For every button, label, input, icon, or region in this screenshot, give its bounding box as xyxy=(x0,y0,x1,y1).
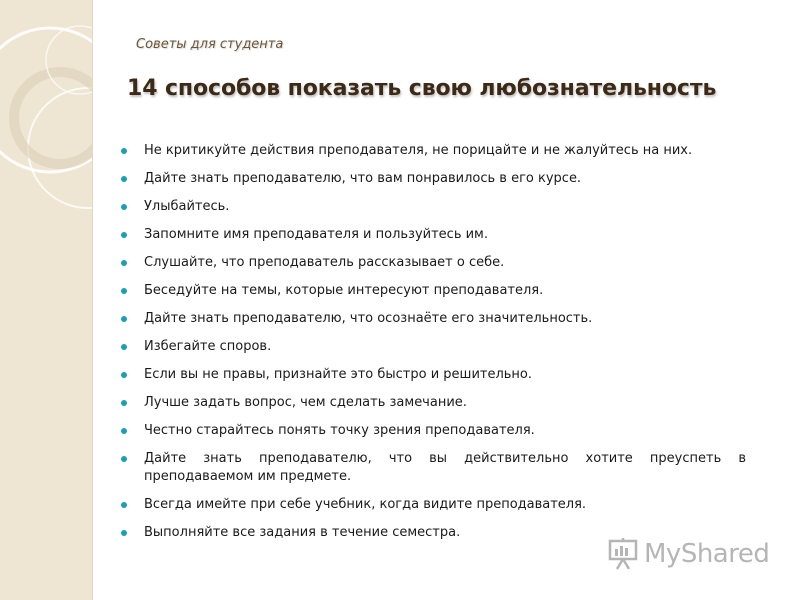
bullet-icon xyxy=(121,148,127,154)
bullet-icon xyxy=(121,502,127,508)
tip-text: Беседуйте на темы, которые интересуют преподавателя. xyxy=(144,283,544,298)
tip-item xyxy=(120,226,746,244)
watermark-text: MyShared xyxy=(644,539,770,569)
tip-item xyxy=(120,338,746,356)
tip-text: Дайте знать преподавателю, что осознаёте его значительность. xyxy=(144,311,593,326)
tip-item xyxy=(120,170,746,188)
tip-item xyxy=(120,366,746,384)
tip-text: Дайте знать преподавателю, что вы действительно хотите преуспеть в преподаваемом им предмете. xyxy=(144,451,746,484)
tip-text: Слушайте, что преподаватель рассказывает о себе. xyxy=(144,255,505,270)
decorative-circles xyxy=(0,0,92,600)
slide-subtitle: Советы для студента xyxy=(136,37,284,52)
bullet-icon xyxy=(121,316,127,322)
bullet-icon xyxy=(121,204,127,210)
bullet-icon xyxy=(121,232,127,238)
tip-item xyxy=(120,394,746,412)
sidebar-divider xyxy=(92,0,93,600)
bullet-icon xyxy=(121,288,127,294)
tip-text: Избегайте споров. xyxy=(144,339,272,354)
watermark xyxy=(606,536,769,572)
bullet-icon xyxy=(121,400,127,406)
tip-text: Всегда имейте при себе учебник, когда видите преподавателя. xyxy=(144,497,587,512)
tip-item xyxy=(120,254,746,272)
bullet-icon xyxy=(121,428,127,434)
tip-text: Улыбайтесь. xyxy=(144,199,230,214)
bullet-icon xyxy=(121,372,127,378)
bullet-icon xyxy=(121,260,127,266)
bullet-icon xyxy=(121,344,127,350)
tip-text: Лучше задать вопрос, чем сделать замечание. xyxy=(144,395,467,410)
tip-text: Не критикуйте действия преподавателя, не порицайте и не жалуйтесь на них. xyxy=(144,143,693,158)
bullet-icon xyxy=(121,530,127,536)
tip-item xyxy=(120,310,746,328)
tip-item xyxy=(120,496,746,514)
slide-title: 14 способов показать свою любознательность xyxy=(127,76,717,101)
tip-text: Запомните имя преподавателя и пользуйтесь им. xyxy=(144,227,488,242)
presentation-board-icon xyxy=(606,537,640,571)
tip-text: Выполняйте все задания в течение семестра. xyxy=(144,525,461,540)
tip-item xyxy=(120,282,746,300)
decorative-sidebar xyxy=(0,0,92,600)
tip-text: Дайте знать преподавателю, что вам понравилось в его курсе. xyxy=(144,171,582,186)
tip-item xyxy=(120,198,746,216)
tip-item xyxy=(120,422,746,440)
tip-text: Если вы не правы, признайте это быстро и решительно. xyxy=(144,367,533,382)
bullet-icon xyxy=(121,176,127,182)
tips-list xyxy=(120,142,746,552)
tip-item xyxy=(120,142,746,160)
tip-text: Честно старайтесь понять точку зрения преподавателя. xyxy=(144,423,535,438)
bullet-icon xyxy=(121,456,127,462)
tip-item xyxy=(120,450,746,486)
